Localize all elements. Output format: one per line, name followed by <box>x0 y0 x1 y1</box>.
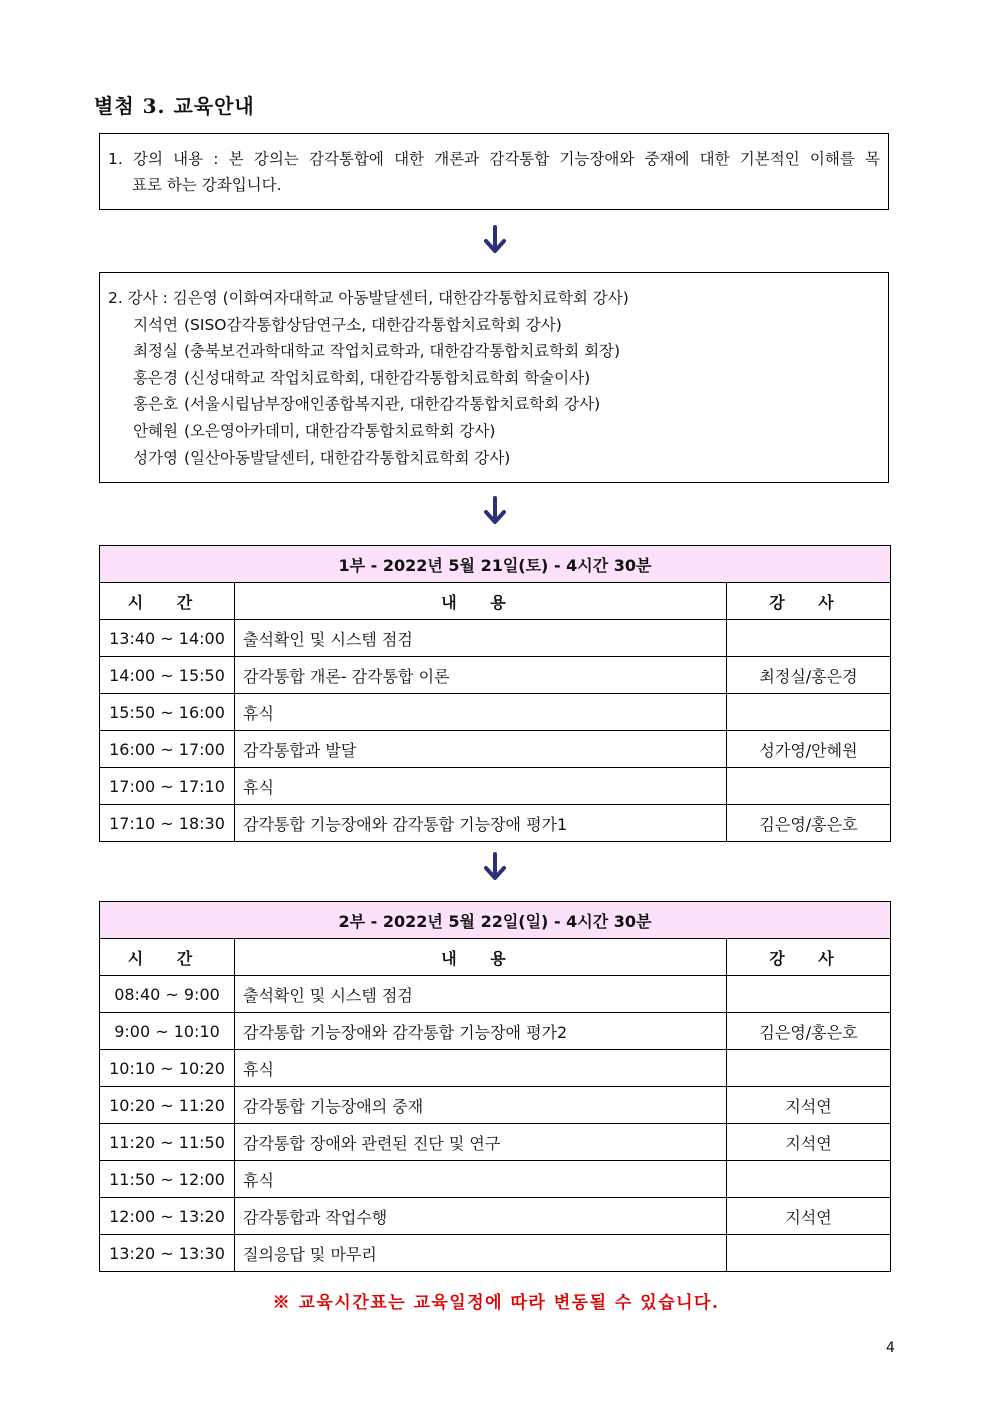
content-cell: 감각통합 장애와 관련된 진단 및 연구 <box>235 1124 727 1161</box>
document-title: 별첨 3. 교육안내 <box>94 94 255 118</box>
table-row <box>100 768 891 805</box>
table-row <box>100 1161 891 1198</box>
time-cell: 13:20 ~ 13:30 <box>100 1235 235 1272</box>
content-cell: 휴식 <box>235 694 727 731</box>
lecture-content-line1: 1. 강의 내용 : 본 강의는 감각통합에 대한 개론과 감각통합 기능장애와 중재에 대한 기본적인 이해를 목 <box>108 150 880 168</box>
table-row <box>100 620 891 657</box>
content-cell: 감각통합 기능장애의 중재 <box>235 1087 727 1124</box>
instructor-affiliation: (서울시립남부장애인종합복지관, 대한감각통합치료학회 강사) <box>184 395 601 414</box>
content-cell: 감각통합과 발달 <box>235 731 727 768</box>
instructor-cell: 지석연 <box>727 1087 891 1124</box>
content-cell: 출석확인 및 시스템 점검 <box>235 976 727 1013</box>
instructor-cell <box>727 1235 891 1272</box>
content-cell: 휴식 <box>235 1050 727 1087</box>
instructor-cell: 지석연 <box>727 1198 891 1235</box>
schedule-table-part1 <box>99 545 891 842</box>
content-cell: 감각통합 기능장애와 감각통합 기능장애 평가2 <box>235 1013 727 1050</box>
instructor-cell: 김은영/홍은호 <box>727 1013 891 1050</box>
instructor-row <box>108 365 880 392</box>
instructor-row <box>108 391 880 418</box>
table-row <box>100 731 891 768</box>
part1-header: 1부 - 2022년 5월 21일(토) - 4시간 30분 <box>100 546 891 583</box>
lecture-content-box <box>99 133 889 210</box>
time-cell: 17:10 ~ 18:30 <box>100 805 235 842</box>
table-row <box>100 1050 891 1087</box>
instructor-cell: 성가영/안혜원 <box>727 731 891 768</box>
time-cell: 08:40 ~ 9:00 <box>100 976 235 1013</box>
time-cell: 10:10 ~ 10:20 <box>100 1050 235 1087</box>
instructor-cell: 최정실/홍은경 <box>727 657 891 694</box>
time-cell: 15:50 ~ 16:00 <box>100 694 235 731</box>
instructor-name: 홍은경 <box>133 368 178 387</box>
column-header-content: 내 용 <box>235 583 727 620</box>
schedule-change-notice: ※ 교육시간표는 교육일정에 따라 변동될 수 있습니다. <box>272 1293 720 1313</box>
table-row <box>100 1124 891 1161</box>
instructor-cell <box>727 1161 891 1198</box>
table-row <box>100 1087 891 1124</box>
instructors-lead: 2. 강사 : <box>108 289 168 307</box>
time-cell: 17:00 ~ 17:10 <box>100 768 235 805</box>
down-arrow-icon <box>482 852 508 882</box>
content-cell: 휴식 <box>235 768 727 805</box>
instructor-affiliation: (일산아동발달센터, 대한감각통합치료학회 강사) <box>184 448 511 467</box>
table-row <box>100 805 891 842</box>
time-cell: 11:50 ~ 12:00 <box>100 1161 235 1198</box>
instructor-cell: 지석연 <box>727 1124 891 1161</box>
content-cell: 감각통합 기능장애와 감각통합 기능장애 평가1 <box>235 805 727 842</box>
instructor-affiliation: (이화여자대학교 아동발달센터, 대한감각통합치료학회 강사) <box>222 289 629 307</box>
instructor-name: 안혜원 <box>133 421 178 440</box>
content-cell: 감각통합 개론- 감각통합 이론 <box>235 657 727 694</box>
content-cell: 질의응답 및 마무리 <box>235 1235 727 1272</box>
column-header-time: 시 간 <box>100 939 235 976</box>
instructor-row <box>108 312 880 339</box>
down-arrow-icon <box>482 496 508 526</box>
instructor-cell <box>727 694 891 731</box>
time-cell: 12:00 ~ 13:20 <box>100 1198 235 1235</box>
table-row <box>100 1235 891 1272</box>
instructor-affiliation: (신성대학교 작업치료학회, 대한감각통합치료학회 학술이사) <box>184 368 591 387</box>
down-arrow-icon <box>482 225 508 255</box>
column-header-content: 내 용 <box>235 939 727 976</box>
column-header-time: 시 간 <box>100 583 235 620</box>
column-header-instructor: 강 사 <box>727 939 891 976</box>
instructor-name: 지석연 <box>133 315 178 334</box>
content-cell: 출석확인 및 시스템 점검 <box>235 620 727 657</box>
page-number: 4 <box>886 1340 895 1356</box>
instructor-cell <box>727 1050 891 1087</box>
instructor-row <box>108 285 880 312</box>
instructor-cell: 김은영/홍은호 <box>727 805 891 842</box>
time-cell: 14:00 ~ 15:50 <box>100 657 235 694</box>
instructor-affiliation: (SISO감각통합상담연구소, 대한감각통합치료학회 강사) <box>184 315 562 334</box>
time-cell: 11:20 ~ 11:50 <box>100 1124 235 1161</box>
instructor-row <box>108 445 880 472</box>
content-cell: 휴식 <box>235 1161 727 1198</box>
instructor-cell <box>727 620 891 657</box>
content-cell: 감각통합과 작업수행 <box>235 1198 727 1235</box>
instructor-cell <box>727 768 891 805</box>
time-cell: 16:00 ~ 17:00 <box>100 731 235 768</box>
instructor-name: 성가영 <box>133 448 178 467</box>
time-cell: 13:40 ~ 14:00 <box>100 620 235 657</box>
instructor-row <box>108 338 880 365</box>
instructor-row <box>108 418 880 445</box>
instructor-affiliation: (충북보건과학대학교 작업치료학과, 대한감각통합치료학회 회장) <box>184 342 621 361</box>
column-header-instructor: 강 사 <box>727 583 891 620</box>
instructor-name: 최정실 <box>133 342 178 361</box>
instructor-affiliation: (오은영아카데미, 대한감각통합치료학회 강사) <box>184 421 496 440</box>
time-cell: 9:00 ~ 10:10 <box>100 1013 235 1050</box>
table-row <box>100 1013 891 1050</box>
instructor-name: 홍은호 <box>133 395 178 414</box>
instructors-box <box>99 272 889 483</box>
instructor-name: 김은영 <box>172 289 218 307</box>
time-cell: 10:20 ~ 11:20 <box>100 1087 235 1124</box>
schedule-table-part2 <box>99 901 891 1272</box>
table-row <box>100 694 891 731</box>
table-row <box>100 657 891 694</box>
part2-header: 2부 - 2022년 5월 22일(일) - 4시간 30분 <box>100 902 891 939</box>
instructor-cell <box>727 976 891 1013</box>
lecture-content-line2: 표로 하는 강좌입니다. <box>132 176 282 194</box>
table-row <box>100 976 891 1013</box>
table-row <box>100 1198 891 1235</box>
